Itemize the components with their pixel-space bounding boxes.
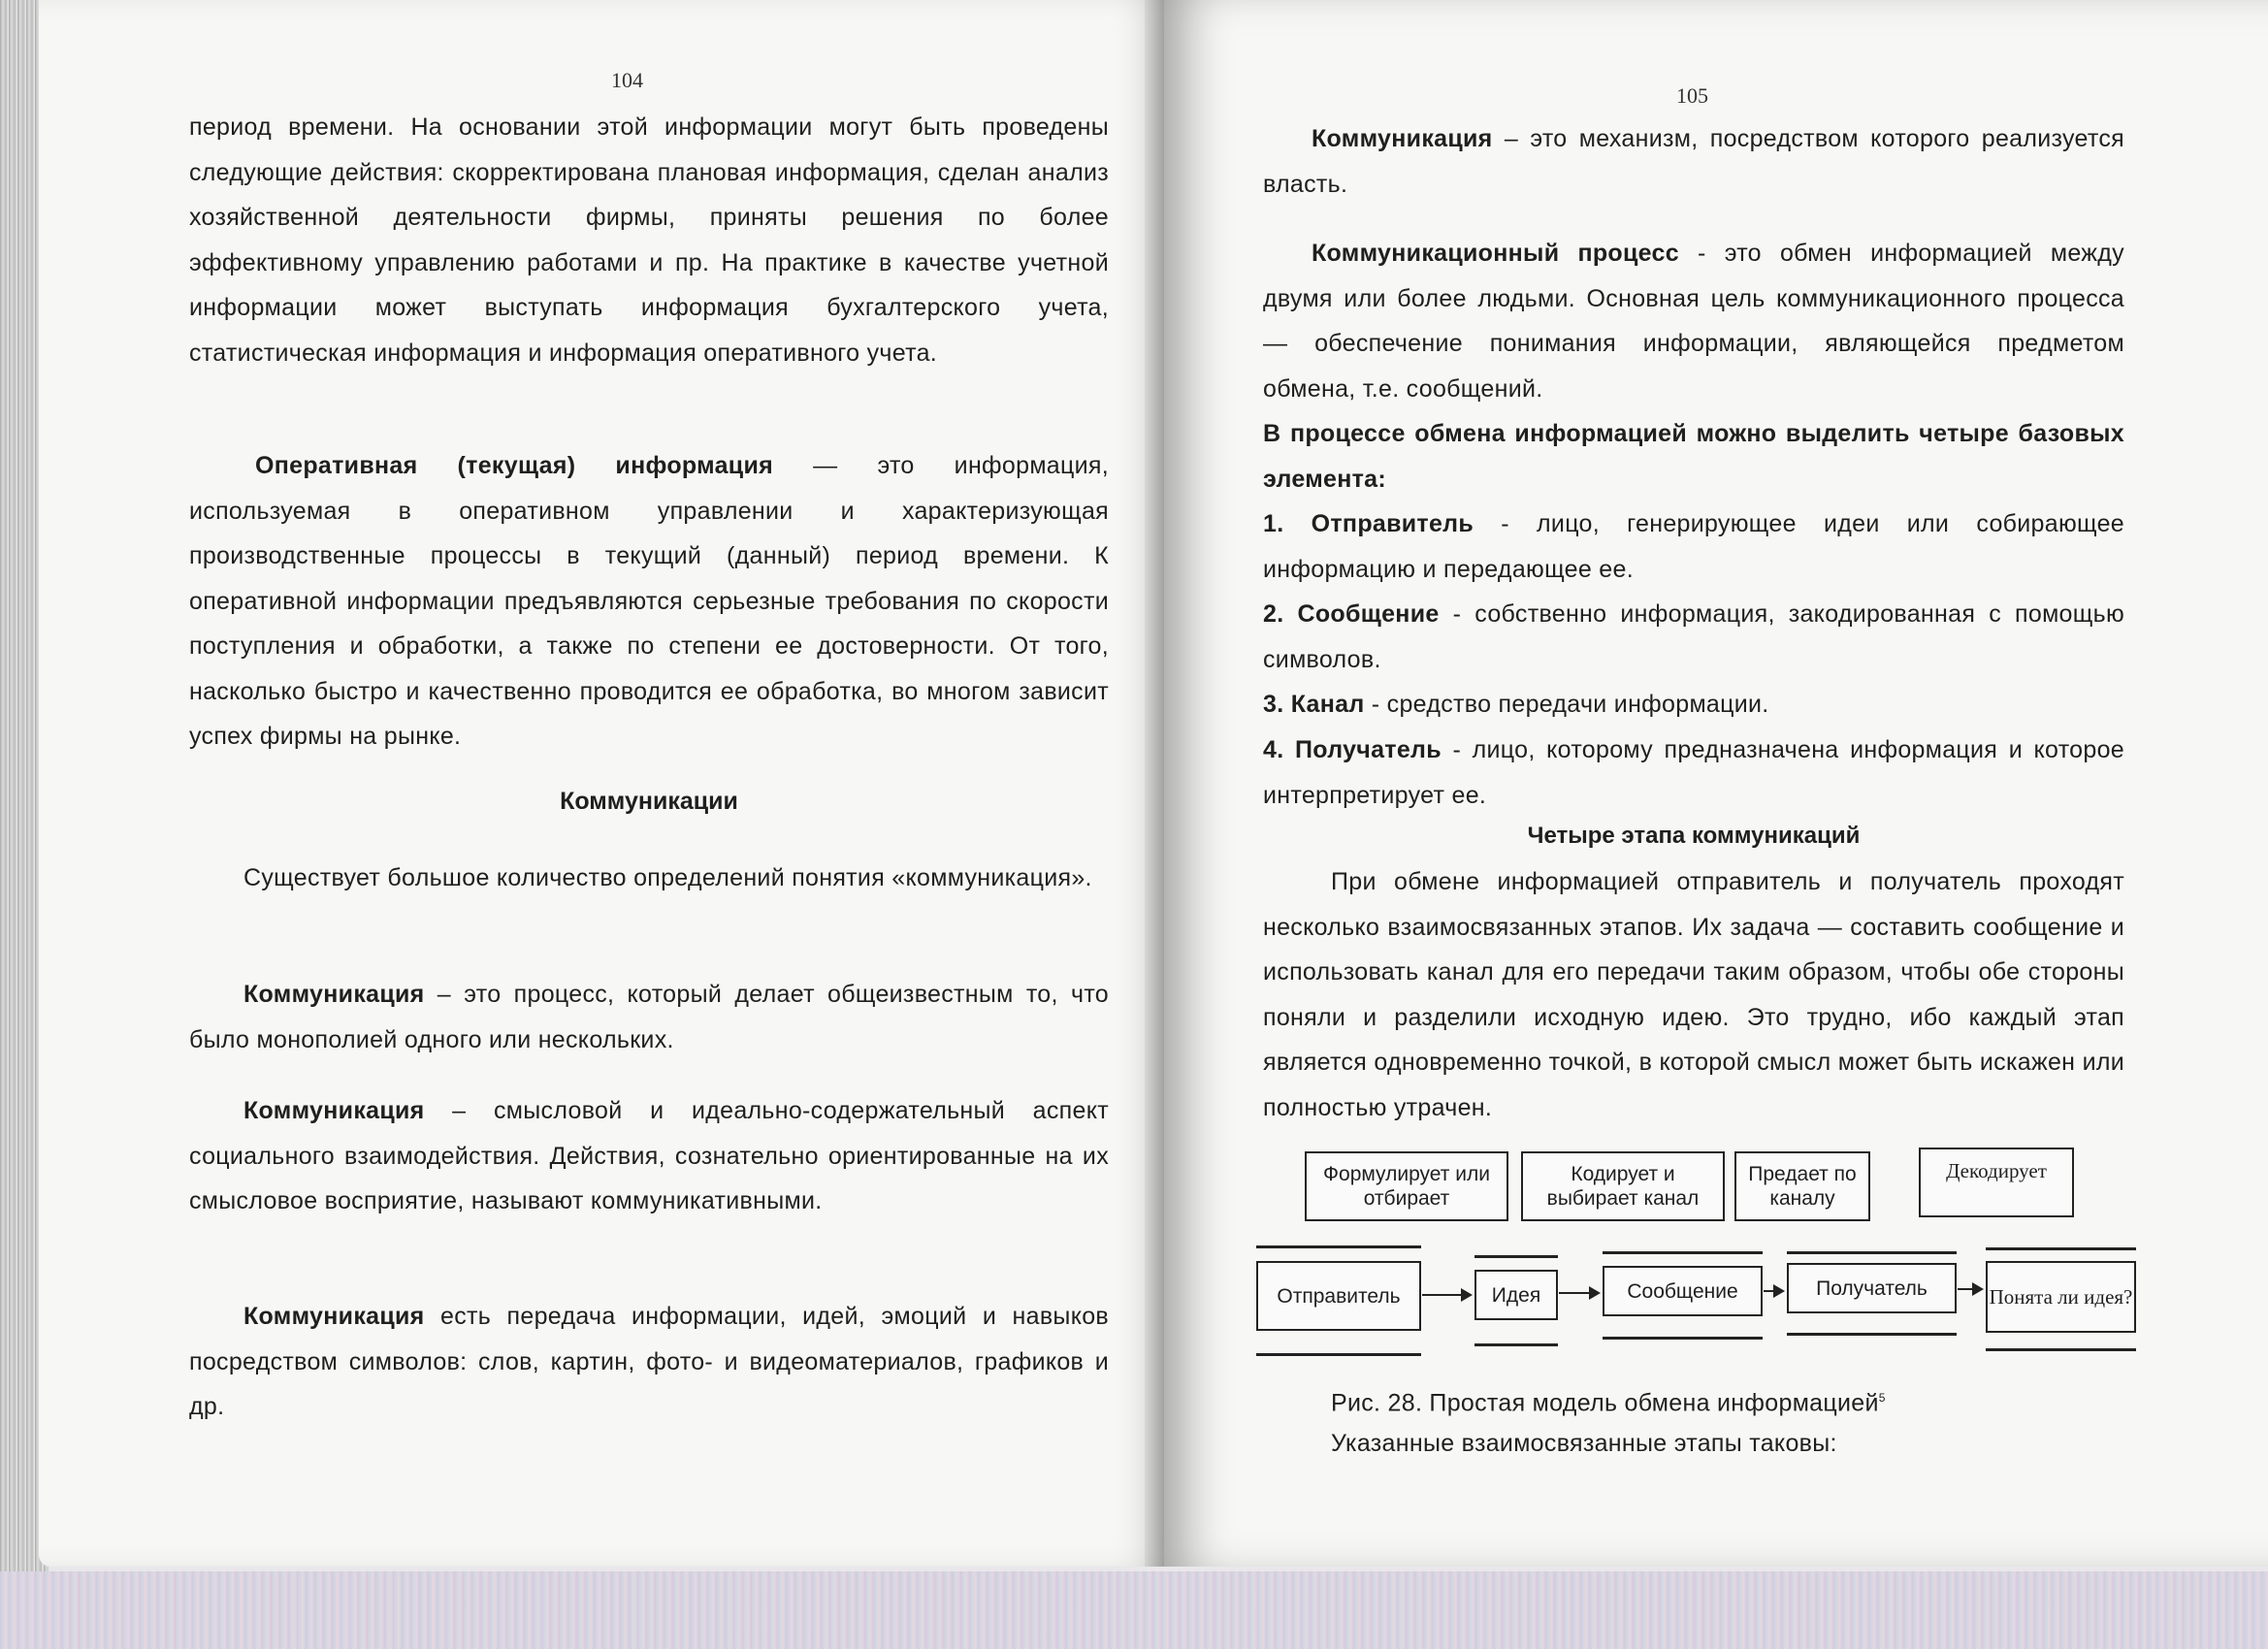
paragraph	[1263, 116, 2124, 207]
arrow-icon	[1422, 1294, 1471, 1296]
idea-box: Идея	[1474, 1270, 1558, 1320]
term: 3. Канал	[1263, 691, 1365, 718]
divider-line	[1474, 1255, 1558, 1258]
paragraph-text: — это информация, используемая в оперативном управлении и характеризующая производственные процессы в текущий (данный) период времени. К оперативной информации предъявляются серьезные требования по скорости поступления и обработки, а также по степени ее достоверности. От того, насколько быстро и качественно проводится ее обработка, во многом зависит успех фирмы на рынке.	[189, 452, 1109, 750]
paragraph: Указанные взаимосвязанные этапы таковы:	[1331, 1430, 1837, 1457]
paragraph	[1263, 859, 2124, 1130]
paragraph	[189, 1294, 1109, 1430]
understood-box: Понята ли идея?	[1986, 1261, 2136, 1333]
paragraph: В процессе обмена информацией можно выделить четыре базовых элемента:	[1263, 420, 2124, 493]
right-page	[1164, 0, 2268, 1567]
paragraph-text: - средство передачи информации.	[1364, 691, 1769, 718]
term: 1. Отправитель	[1263, 510, 1474, 537]
term: 2. Сообщение	[1263, 600, 1440, 628]
diagram-stage-box: Предает по каналу	[1734, 1151, 1870, 1221]
paragraph-text: Существует большое количество определений понятия «коммуникация».	[243, 864, 1092, 891]
term: Оперативная (текущая) информация	[255, 452, 774, 479]
footnote-marker: 5	[1878, 1391, 1886, 1405]
divider-line	[1986, 1247, 2136, 1250]
arrow-icon	[1559, 1292, 1599, 1294]
arrow-icon	[1764, 1290, 1783, 1292]
paragraph-text: – это механизм, посредством которого реализуется власть.	[1263, 125, 2124, 198]
paragraph-text: - собственно информация, закодированная с помощью символов.	[1263, 600, 2124, 673]
paragraph	[1263, 231, 2124, 411]
message-box: Сообщение	[1603, 1266, 1763, 1316]
divider-line	[1986, 1348, 2136, 1351]
arrow-icon	[1958, 1288, 1982, 1290]
diagram-stage-box: Декодирует	[1919, 1148, 2074, 1217]
sender-box: Отправитель	[1256, 1261, 1421, 1331]
receiver-box: Получатель	[1787, 1263, 1957, 1313]
list-item	[1263, 592, 2124, 682]
paragraph-text: - лицо, которому предназначена информация и которое интерпретирует ее.	[1263, 736, 2124, 809]
paragraph-text: - это обмен информацией между двумя или более людьми. Основная цель коммуникационного процесса — обеспечение понимания информации, являющейся предметом обмена, т.е. сообщений.	[1263, 240, 2124, 403]
list-item	[1263, 682, 2124, 728]
paragraph-text: При обмене информацией отправитель и получатель проходят несколько взаимосвязанных этапов. Их задача — составить сообщение и использовать канал для его передачи таким образом, чтобы обе стороны поняли и разделили исходную идею. Это трудно, ибо каждый этап является одновременно точкой, в которой смысл может быть искажен или полностью утрачен.	[1263, 868, 2124, 1121]
section-heading: Коммуникации	[560, 788, 738, 815]
figure-caption	[1331, 1375, 2107, 1426]
term: Коммуникация	[1312, 125, 1493, 152]
diagram-stage-box: Кодирует и выбирает канал	[1521, 1151, 1725, 1221]
divider-line	[1787, 1251, 1957, 1254]
term: Коммуникационный процесс	[1312, 240, 1679, 267]
paragraph	[189, 856, 1109, 901]
diagram-stage-box: Формулирует или отбирает	[1305, 1151, 1508, 1221]
paragraph	[189, 443, 1109, 760]
paragraph-text: период времени. На основании этой информации могут быть проведены следующие действия: скорректирована плановая информация, сделан анализ хозяйственной деятельности фирмы, приняты решения по более эффективному управлению работами и пр. На практике в качестве учетной информации может выступать информация бухгалтерского учета, статистическая информация и информация оперативного учета.	[189, 113, 1109, 367]
term: 4. Получатель	[1263, 736, 1442, 763]
paragraph-text: – смысловой и идеально-содержательный аспект социального взаимодействия. Действия, сознательно ориентированные на их смысловое восприятие, называют коммуникативными.	[189, 1097, 1109, 1214]
left-page	[39, 0, 1164, 1567]
divider-line	[1256, 1245, 1421, 1248]
paragraph	[189, 105, 1109, 375]
list-item	[1263, 501, 2124, 592]
paragraph-text: есть передача информации, идей, эмоций и навыков посредством символов: слов, картин, фото- и видеоматериалов, графиков и др.	[189, 1303, 1109, 1420]
term: Коммуникация	[243, 981, 425, 1008]
paragraph	[189, 972, 1109, 1062]
term: Коммуникация	[243, 1097, 425, 1124]
caption-text: Рис. 28. Простая модель обмена информацией	[1331, 1389, 1879, 1417]
section-heading: Четыре этапа коммуникаций	[1527, 823, 1861, 849]
page-number: 104	[611, 68, 643, 92]
divider-line	[1256, 1353, 1421, 1356]
divider-line	[1787, 1333, 1957, 1336]
paragraph	[189, 1088, 1109, 1224]
list-item	[1263, 728, 2124, 818]
term: Коммуникация	[243, 1303, 425, 1330]
paragraph-text: - лицо, генерирующее идеи или собирающее информацию и передающее ее.	[1263, 510, 2124, 583]
page-number: 105	[1676, 83, 1708, 108]
scanner-background	[0, 1571, 2268, 1649]
paragraph-text: – это процесс, который делает общеизвестным то, что было монополией одного или нескольких.	[189, 981, 1109, 1053]
divider-line	[1603, 1337, 1763, 1340]
divider-line	[1603, 1251, 1763, 1254]
divider-line	[1474, 1343, 1558, 1346]
